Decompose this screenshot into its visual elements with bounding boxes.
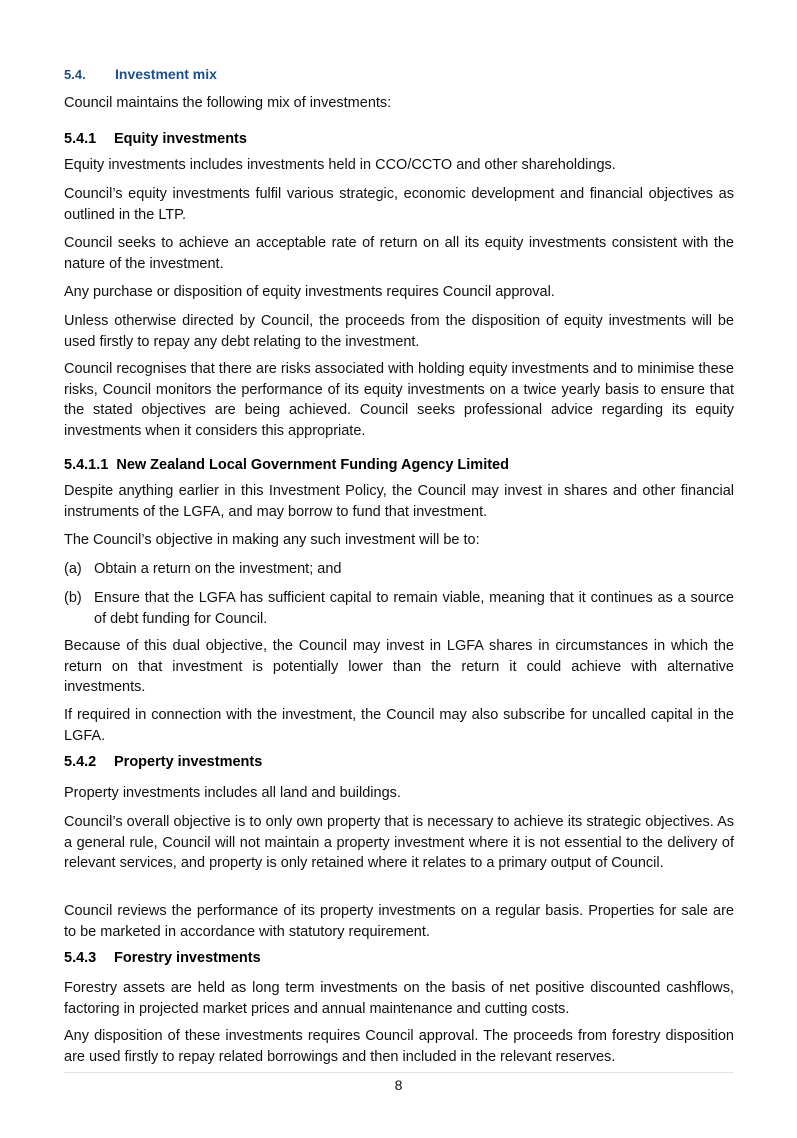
forestry-heading <box>64 950 261 966</box>
property-number: 5.4.2 <box>64 754 97 770</box>
list-marker: (a) <box>64 561 82 577</box>
footer-divider <box>64 1072 734 1073</box>
equity-number: 5.4.1 <box>64 131 97 147</box>
lgfa-paragraph-4: If required in connection with the investment, the Council may also subscribe for uncalled capital in the LGFA. <box>64 707 734 744</box>
lgfa-paragraph-2: The Council’s objective in making any such investment will be to: <box>64 532 480 548</box>
equity-heading <box>64 131 247 147</box>
list-item <box>64 588 734 629</box>
equity-paragraph-1: Equity investments includes investments held in CCO/CCTO and other shareholdings. <box>64 157 616 173</box>
equity-title: Equity investments <box>114 131 247 147</box>
equity-paragraph-2: Council’s equity investments fulfil various strategic, economic development and financial objectives as outlined in the LTP. <box>64 186 734 223</box>
lgfa-heading <box>64 457 509 473</box>
property-heading <box>64 754 262 770</box>
lgfa-title: New Zealand Local Government Funding Agency Limited <box>116 457 509 473</box>
section-heading <box>64 66 217 82</box>
property-paragraph-1: Property investments includes all land and buildings. <box>64 785 401 801</box>
list-item-text: Obtain a return on the investment; and <box>94 561 342 577</box>
lgfa-paragraph-1: Despite anything earlier in this Investment Policy, the Council may invest in shares and other financial instruments of the LGFA, and may borrow to fund that investment. <box>64 483 734 520</box>
page-number: 8 <box>394 1077 403 1093</box>
property-paragraph-3: Council reviews the performance of its property investments on a regular basis. Properties for sale are to be marketed in accordance with statutory requirement. <box>64 903 734 940</box>
lgfa-paragraph-3: Because of this dual objective, the Council may invest in LGFA shares in circumstances in which the return on that investment is potentially lower than the return it could achieve with alternative investments. <box>64 638 734 695</box>
property-title: Property investments <box>114 754 263 770</box>
list-marker: (b) <box>64 590 82 606</box>
equity-paragraph-5: Unless otherwise directed by Council, the proceeds from the disposition of equity investments will be used firstly to repay any debt relating to the investment. <box>64 313 734 350</box>
forestry-paragraph-1: Forestry assets are held as long term investments on the basis of net positive discounted cashflows, factoring in projected market prices and annual maintenance and cutting costs. <box>64 980 734 1017</box>
equity-paragraph-4: Any purchase or disposition of equity investments requires Council approval. <box>64 284 555 300</box>
lgfa-number: 5.4.1.1 <box>64 457 109 473</box>
list-item-text: Ensure that the LGFA has sufficient capital to remain viable, meaning that it continues as a source of debt funding for Council. <box>94 590 734 627</box>
forestry-title: Forestry investments <box>114 950 261 966</box>
list-item <box>64 559 734 580</box>
equity-paragraph-3: Council seeks to achieve an acceptable rate of return on all its equity investments consistent with the nature of the investment. <box>64 235 734 272</box>
forestry-paragraph-2: Any disposition of these investments requires Council approval. The proceeds from forestry disposition are used firstly to repay related borrowings and then included in the relevant reserves. <box>64 1028 734 1065</box>
section-number: 5.4. <box>64 67 86 82</box>
forestry-number: 5.4.3 <box>64 950 97 966</box>
intro-paragraph: Council maintains the following mix of investments: <box>64 95 392 111</box>
equity-paragraph-6: Council recognises that there are risks associated with holding equity investments and to minimise these risks, Council monitors the performance of its equity investments on a twice yearly basis to ensure that the stated objectives are being achieved. Council seeks professional advice regarding its equity investments when it considers this appropriate. <box>64 361 734 439</box>
section-title: Investment mix <box>115 66 217 82</box>
property-paragraph-2: Council’s overall objective is to only own property that is necessary to achieve its strategic objectives. As a general rule, Council will not maintain a property investment where it is not essential to the delivery of relevant services, and property is only retained where it relates to a primary output of Council. <box>64 814 734 871</box>
